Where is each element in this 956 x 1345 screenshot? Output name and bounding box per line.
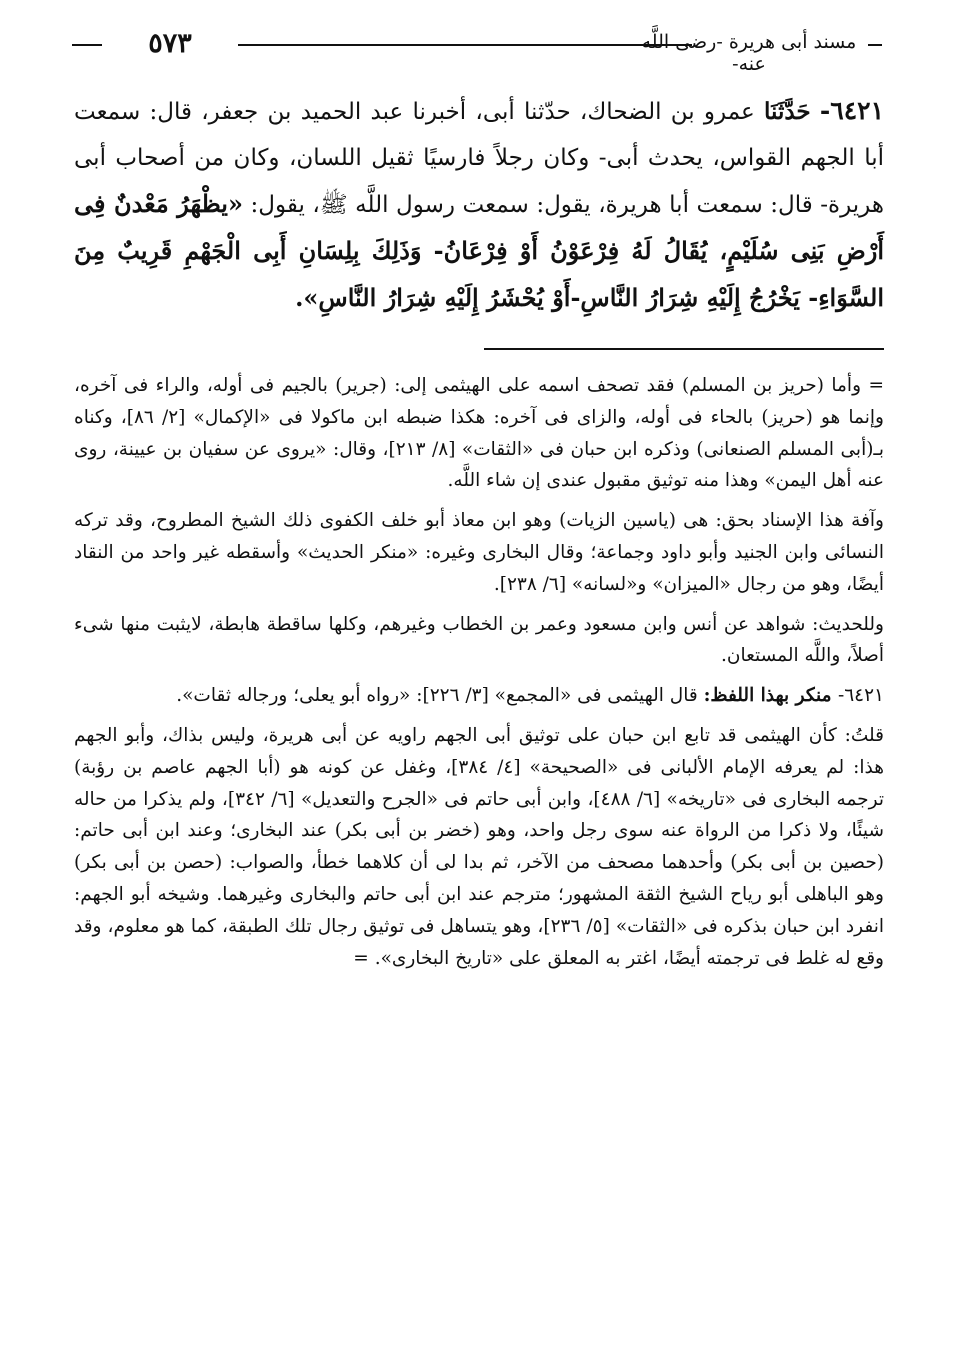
header-rule-right bbox=[868, 44, 882, 46]
footnote-paragraph bbox=[74, 680, 884, 712]
haddathana: حَدَّثَنَا bbox=[764, 98, 811, 125]
footnote-text: وآفة هذا الإسناد بحق: هى (ياسين الزيات) وهو ابن معاذ أبو خلف الكفوى ذلك الشيخ المطروح، وقد تركه النسائى وابن الجنيد وأبو داود وجماعة؛ وقال البخارى وغيره: «منكر الحديث» وأسقطه غير واحد من النقاد أيضًا، وهو من رجال «الميزان» و«لسانه» [٦/ ٢٣٨]. bbox=[74, 510, 884, 595]
footnote-paragraph bbox=[74, 720, 884, 974]
header-rule-left bbox=[72, 44, 102, 46]
page-number: ٥٧٣ bbox=[148, 28, 192, 59]
footnote-paragraph bbox=[74, 505, 884, 600]
running-title: مسند أبى هريرة -رضى اللَّه عنه- bbox=[641, 31, 857, 75]
continuation-mark: = bbox=[868, 375, 884, 396]
footnote-text: قال الهيثمى فى «المجمع» [٣/ ٢٢٦]: «رواه أبو يعلى؛ ورجاله ثقات». bbox=[176, 685, 704, 707]
footnote-number: ٦٤٢١- bbox=[837, 685, 884, 707]
footnote-separator bbox=[484, 348, 884, 350]
matn: «يظْهَرُ مَعْدنٌ فِى أَرْضِ بَنِى سُلَيْمٍ، يُقَالُ لَهُ فِرْعَوْنُ أَوْ فِرْعَانُ- وَذَلِكَ بِلِسَانِ أَبِى الْجَهْمِ قَرِيبٌ مِنَ السَّوَاءِ- يَخْرُجُ إِلَيْهِ شِرَارُ النَّاسِ-أَوْ يُحْشَرُ إِلَيْهِ شِرَارُ النَّاسِ». bbox=[74, 189, 884, 312]
hadith-text bbox=[74, 88, 884, 322]
footnote-text: قلتُ: كأن الهيثمى قد تابع ابن حبان على توثيق أبى الجهم راويه عن أبى هريرة، وليس بذاك، وأبو الجهم هذا: لم يعرفه الإمام الألبانى فى «الصحيحة» [٤/ ٣٨٤]، وغفل عن كونه هو (أبا الجهم عاصم بن رؤبة) ترجمه البخارى فى «تاريخه» [٦/ ٤٨٨]، وابن أبى حاتم فى «الجرح والتعديل» [٦/ ٣٤٢]، ولم يذكرا من حاله شيئًا، ولا ذكرا من الرواة عنه سوى رجل واحد، وهو (خضر بن أبى بكر) عند البخارى؛ وعند ابن أبى حاتم: (حصين بن أبى بكر) وأحدهما مصحف من الآخر، ثم بدا لى أن كلاهما خطأ، والصواب: (حصن بن أبى بكر) وهو الباهلى أبو رياح الشيخ الثقة المشهور؛ مترجم عند ابن أبى حاتم والبخارى وغيرهما. وشيخه أبو الجهم: انفرد ابن حبان بذكره فى «الثقات» [٥/ ٢٣٦]، وهو يتساهل فى توثيق رجال تلك الطبقة، كما هو معلوم، وقد وقع له غلط فى ترجمته أيضًا، اغتر به المعلق على «تاريخ البخارى». bbox=[74, 724, 884, 969]
footnotes bbox=[74, 370, 884, 982]
header-rule-middle bbox=[238, 44, 692, 46]
isnad: عمرو بن الضحاك، حدّثنا أبى، أخبرنا عبد الحميد بن جعفر، قال: سمعت أبا الجهم القواس، يحدث أبى- وكان رجلاً فارسيًا ثقيل اللسان، وكان من أصحاب أبى هريرة- قال: سمعت أبا هريرة، يقول: سمعت رسول اللَّه ﷺ، يقول: bbox=[74, 99, 885, 218]
footnote-paragraph bbox=[74, 370, 884, 497]
running-header bbox=[72, 28, 882, 75]
end-mark: = bbox=[353, 947, 369, 969]
hadith-number: ٦٤٢١- bbox=[819, 96, 885, 125]
footnote-verdict: منكر بهذا اللفظ: bbox=[703, 685, 838, 707]
footnote-text: وللحديث: شواهد عن أنس وابن مسعود وعمر بن الخطاب وغيرهم، وكلها ساقطة هابطة، لايثبت منها شىء أصلاً، واللَّه المستعان. bbox=[74, 613, 884, 667]
footnote-paragraph bbox=[74, 609, 884, 673]
footnote-text: وأما (حريز بن المسلم) فقد تصحف اسمه على الهيثمى إلى: (جرير) بالجيم فى أوله، والراء فى آخره، وإنما هو (حريز) بالحاء فى أوله، والزاى فى آخره: هكذا ضبطه ابن ماكولا فى «الإكمال» [٢/ ٨٦]، وكناه بـ(أبى المسلم الصنعانى) وذكره ابن حبان فى «الثقات» [٨/ ٢١٣]، وقال: «يروى عن سفيان بن عيينة، روى عنه أهل اليمن» وهذا منه توثيق مقبول عندى إن شاء اللَّه. bbox=[74, 375, 884, 492]
